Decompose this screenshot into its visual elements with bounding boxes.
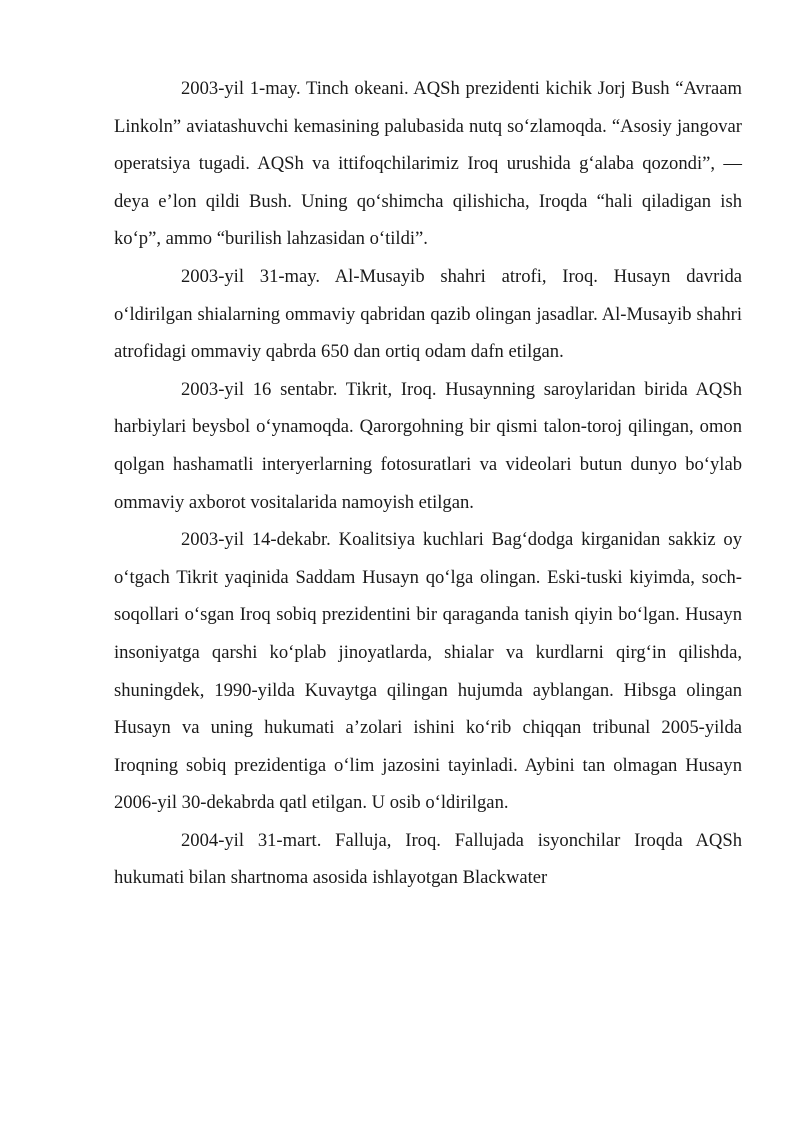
paragraph-2003-09-16: 2003-yil 16 sentabr. Tikrit, Iroq. Husaynning saroylaridan birida AQSh harbiylari beysbol o‘ynamoqda. Qarorgohning bir qismi talon-toroj qilingan, omon qolgan hashamatli interyerlarning fotosuratlari va videolari butun dunyo bo‘ylab ommaviy axborot vositalarida namoyish etilgan. [114, 378, 742, 513]
paragraph-2004-03-31: 2004-yil 31-mart. Falluja, Iroq. Fallujada isyonchilar Iroqda AQSh hukumati bilan shartnoma asosida ishlayotgan Blackwater [114, 829, 742, 889]
paragraph-2003-12-14: 2003-yil 14-dekabr. Koalitsiya kuchlari Bag‘dodga kirganidan sakkiz oy o‘tgach Tikrit yaqinida Saddam Husayn qo‘lga olingan. Eski-tuski kiyimda, soch-soqollari o‘sgan Iroq sobiq prezidentini bir qaraganda tanish qiyin bo‘lgan. Husayn insoniyatga qarshi ko‘plab jinoyatlarda, shialar va kurdlarni qirg‘in qilishda, shuningdek, 1990-yilda Kuvaytga qilingan hujumda ayblangan. Hibsga olingan Husayn va uning hukumati a’zolari ishini ko‘rib chiqqan tribunal 2005-yilda Iroqning sobiq prezidentiga o‘lim jazosini tayinladi. Aybini tan olmagan Husayn 2006-yil 30-dekabrda qatl etilgan. U osib o‘ldirilgan. [114, 529, 742, 814]
paragraph-2003-05-01: 2003-yil 1-may. Tinch okeani. AQSh prezidenti kichik Jorj Bush “Avraam Linkoln” aviatashuvchi kemasining palubasida nutq so‘zlamoqda. “Asosiy jangovar operatsiya tugadi. AQSh va ittifoqchilarimiz Iroq urushida g‘alaba qozondi”, — deya e’lon qildi Bush. Uning qo‘shimcha qilishicha, Iroqda “hali qiladigan ish ko‘p”, ammo “burilish lahzasidan o‘tildi”. [114, 78, 742, 250]
document-page [114, 70, 742, 897]
paragraph-2003-05-31: 2003-yil 31-may. Al-Musayib shahri atrofi, Iroq. Husayn davrida o‘ldirilgan shialarning ommaviy qabridan qazib olingan jasadlar. Al-Musayib shahri atrofidagi ommaviy qabrda 650 dan ortiq odam dafn etilgan. [114, 265, 742, 363]
